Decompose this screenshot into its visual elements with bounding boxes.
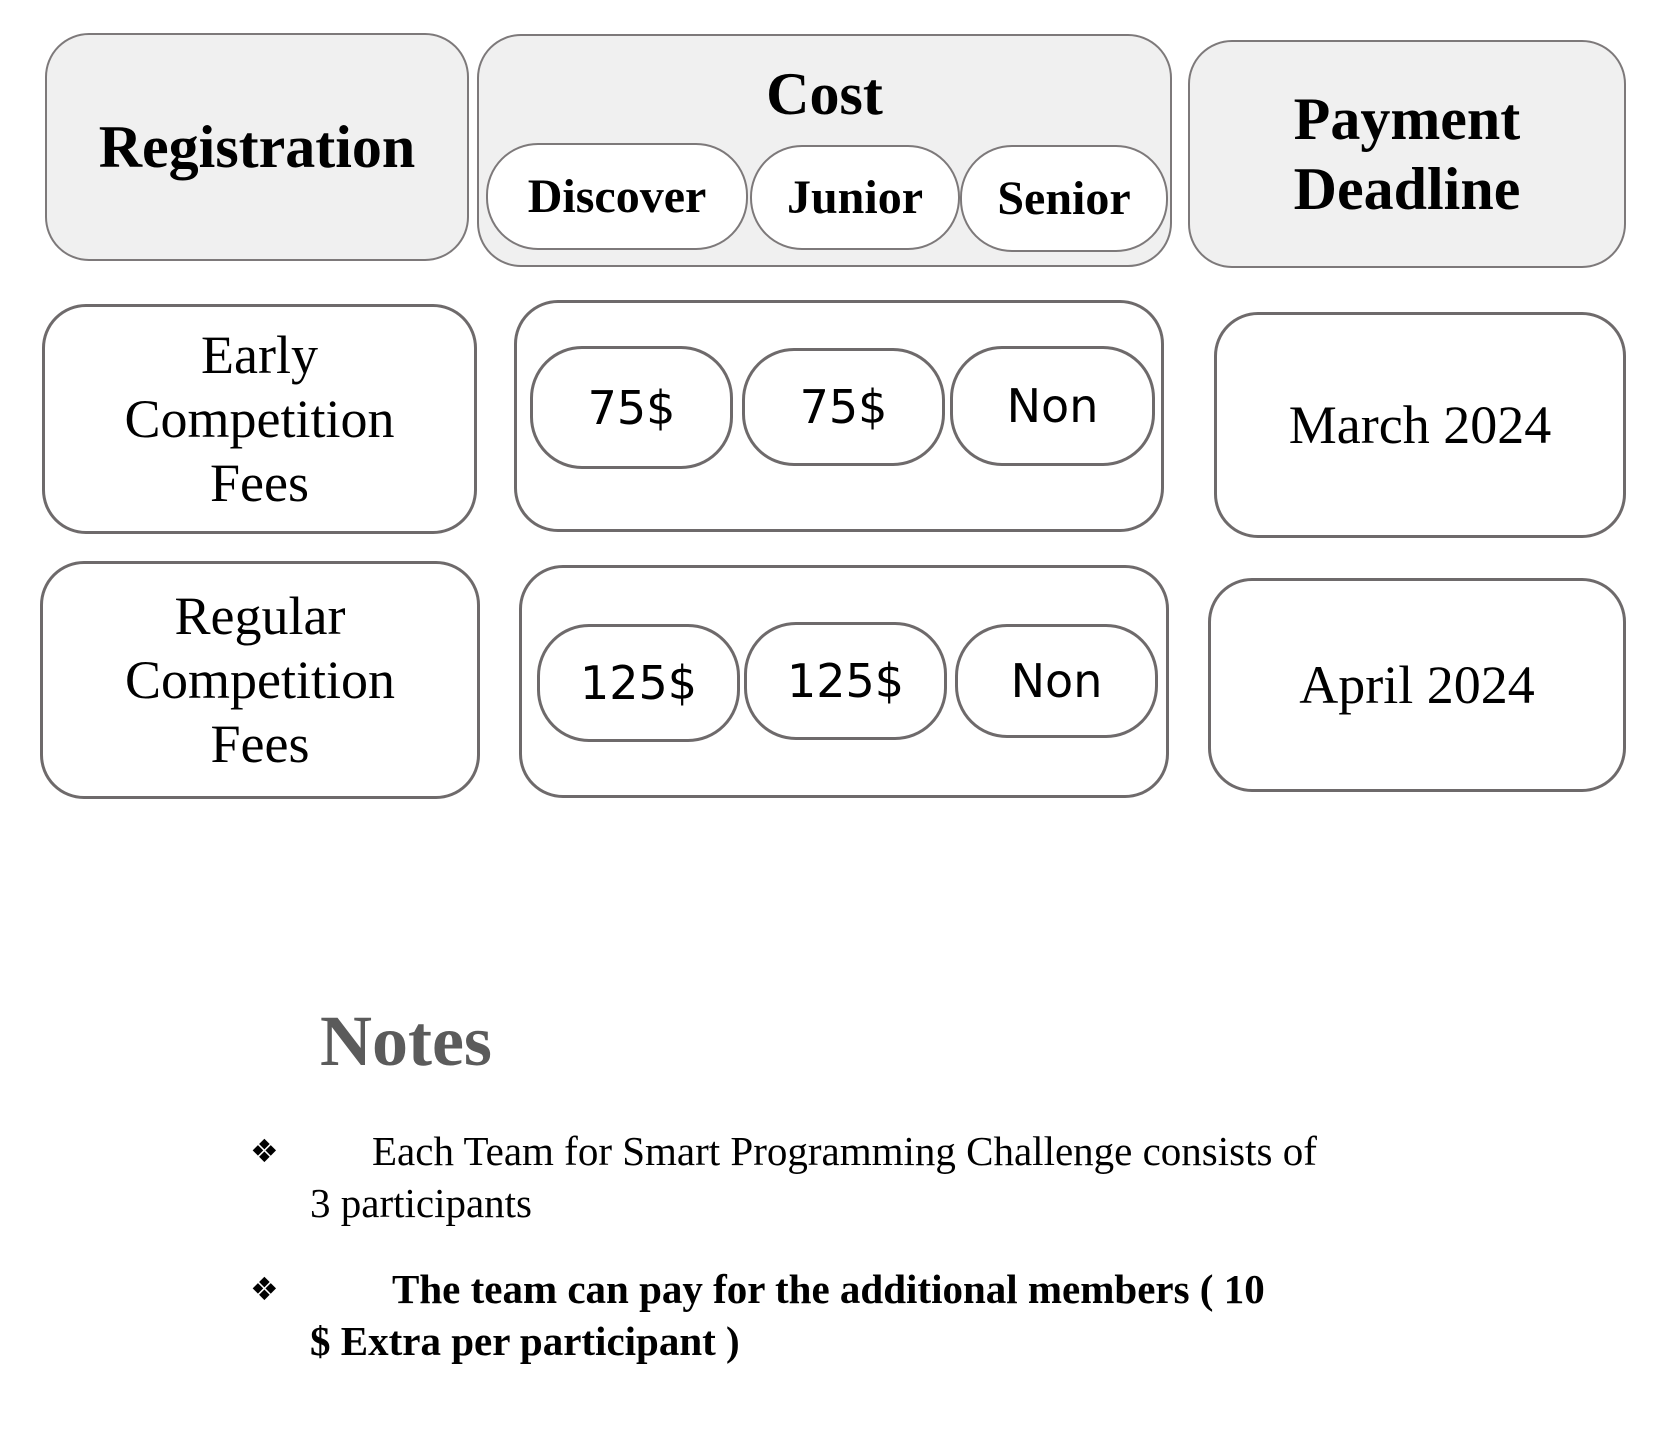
payment-deadline-header-line2: Deadline [1293, 156, 1521, 222]
regular-fees-label-box [40, 561, 480, 799]
early-deadline-box [1214, 312, 1626, 538]
level-header-junior [750, 145, 960, 250]
early-fees-label-box [42, 304, 477, 534]
level-header-senior [960, 145, 1168, 252]
regular-deadline-value: April 2024 [1299, 655, 1535, 715]
early-price-discover [530, 346, 733, 469]
note-item-2-line1: The team can pay for the additional members ( 10 [392, 1266, 1265, 1312]
early-fees-label-line3: Fees [210, 453, 309, 513]
note-item-2 [250, 1263, 1430, 1367]
diamond-bullet-icon: ❖ [250, 1132, 279, 1170]
note-item-1-line2: 3 participants [310, 1180, 533, 1226]
regular-fees-label-line1: Regular [174, 586, 346, 646]
early-price-junior [742, 348, 945, 466]
early-price-senior-value: Non [1006, 379, 1099, 433]
level-header-junior-label: Junior [786, 171, 924, 224]
note-item-1-line1: Each Team for Smart Programming Challenge consists of [372, 1128, 1317, 1174]
payment-deadline-header [1188, 40, 1626, 268]
registration-header-label: Registration [98, 114, 416, 180]
early-price-senior [950, 346, 1155, 466]
regular-price-discover [537, 624, 740, 742]
diamond-bullet-icon: ❖ [250, 1270, 279, 1308]
note-item-2-line2: $ Extra per participant ) [310, 1318, 740, 1364]
regular-price-senior [955, 624, 1158, 738]
early-deadline-value: March 2024 [1288, 395, 1552, 455]
regular-fees-label-line2: Competition [125, 650, 395, 710]
early-price-discover-value: 75$ [587, 380, 676, 435]
note-item-1 [250, 1125, 1430, 1229]
level-header-discover [486, 143, 748, 250]
regular-price-junior [744, 622, 947, 740]
regular-price-senior-value: Non [1010, 654, 1103, 708]
cost-header-label: Cost [766, 61, 883, 127]
regular-price-discover-value: 125$ [579, 656, 698, 710]
early-price-junior-value: 75$ [799, 380, 888, 434]
registration-header [45, 33, 469, 261]
regular-price-junior-value: 125$ [786, 654, 905, 708]
early-fees-label-line2: Competition [124, 389, 395, 449]
notes-title: Notes [320, 1001, 492, 1081]
early-fees-label-line1: Early [201, 325, 318, 385]
level-header-senior-label: Senior [997, 172, 1131, 225]
regular-fees-label-line3: Fees [210, 714, 310, 774]
payment-deadline-header-line1: Payment [1293, 86, 1521, 152]
level-header-discover-label: Discover [527, 170, 707, 223]
regular-deadline-box [1208, 578, 1626, 792]
